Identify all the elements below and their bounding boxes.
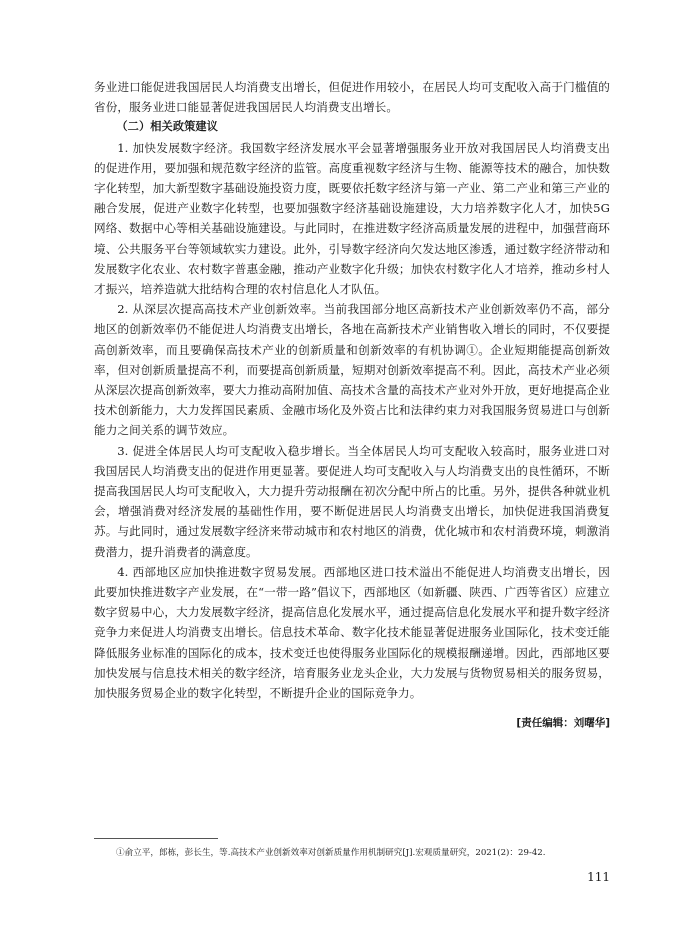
paragraph-income-growth: 3. 促进全体居民人均可支配收入稳步增长。当全体居民人均可支配收入较高时，服务业进口对我国居民人均消费支出的促进作用更显著。要促进人均可支配收入与人均消费支出的良性循环，不断提高我国居民人均可支配收入，大力提升劳动报酬在初次分配中所占的比重。另外，提供各种就业机会，增强消费对经济发展的基础性作用，要不断促进居民人均消费支出增长，加快促进我国消费复苏。与此同时，通过发展数字经济来带动城市和农村地区的消费，优化城市和农村消费环境，刺激消费潜力，提升消费者的满意度。: [94, 443, 610, 559]
paragraph-digital-economy: 1. 加快发展数字经济。我国数字经济发展水平会显著增强服务业开放对我国居民人均消费支出的促进作用，要加强和规范数字经济的监管。高度重视数字经济与生物、能源等技术的融合，加快数字化转型，加大新型数字基础设施投资力度，既要依托数字经济与第一产业、第二产业和第三产业的融合发展，促进产业数字化转型，也要加强数字经济基础设施建设，大力培养数字化人才，加快5G网络、数据中心等相关基础设施建设。与此同时，在推进数字经济高质量发展的进程中，加强营商环境、公共服务平台等领域软实力建设。此外，引导数字经济向欠发达地区渗透，通过数字经济带动和发展数字化农业、农村数字普惠金融，推动产业数字化升级；加快农村数字化人才培养，推动乡村人才振兴，培养造就大批结构合理的农村信息化人才队伍。: [94, 140, 610, 297]
page-number: 111: [587, 870, 610, 884]
continued-paragraph: 务业进口能促进我国居民人均消费支出增长，但促进作用较小，在居民人均可支配收入高于门槛值的省份，服务业进口能显著促进我国居民人均消费支出增长。: [94, 80, 610, 115]
footnote-divider: [94, 838, 218, 839]
section-heading: （二）相关政策建议: [116, 120, 218, 134]
paragraph-western-digital-trade: 4. 西部地区应加快推进数字贸易发展。西部地区进口技术溢出不能促进人均消费支出增长，因此要加快推进数字产业发展，在“一带一路”倡议下，西部地区（如新疆、陕西、广西等省区）应建立数字贸易中心，大力发展数字经济，提高信息化发展水平，通过提高信息化发展水平和提升数字经济竞争力来促进人均消费支出增长。信息技术革命、数字化技术能显著促进服务业国际化，技术变迁能降低服务业标准的国际化的成本，技术变迁也使得服务业国际化的规模报酬递增。因此，西部地区要加快发展与信息技术相关的数字经济，培育服务业龙头企业，大力发展与货物贸易相关的服务贸易，加快服务贸易企业的数字化转型，不断提升企业的国际竞争力。: [94, 564, 610, 701]
article-body: [94, 77, 610, 703]
footnote: ①俞立平，郎栋，彭长生，等.高技术产业创新效率对创新质量作用机制研究[J].宏观质量研究，2021(2)：29-42.: [116, 848, 546, 858]
editor-note: [责任编辑：刘曙华]: [516, 717, 610, 729]
paragraph-innovation-efficiency: 2. 从深层次提高高技术产业创新效率。当前我国部分地区高新技术产业创新效率仍不高，部分地区的创新效率仍不能促进人均消费支出增长，各地在高新技术产业销售收入增长的同时，不仅要提高创新效率，而且要确保高技术产业的创新质量和创新效率的有机协调①。企业短期能提高创新效率，但对创新质量提高不利，而要提高创新质量，短期对创新效率提高不利。因此，高技术产业必须从深层次提高创新效率，要大力推动高附加值、高技术含量的高技术产业对外开放，更好地提高企业技术创新能力，大力发挥国民素质、金融市场化及外资占比和法律约束力对我国服务贸易进口与创新能力之间关系的调节效应。: [94, 302, 610, 438]
